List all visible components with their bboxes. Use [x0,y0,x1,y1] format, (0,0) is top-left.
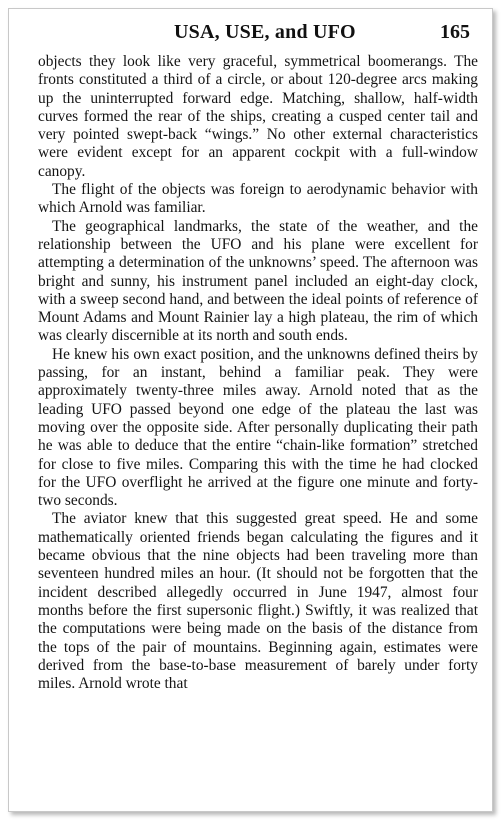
running-title: USA, USE, and UFO [174,21,356,43]
body-text [38,53,478,693]
book-page [8,8,493,812]
page-header [34,20,474,44]
paragraph: The geographical landmarks, the state of the weather, and the relationship between the UFO and his plane were excellent for attempting a determination of the unknowns’ speed. The afternoon was bright and sunny, his instrument panel included an eight-day clock, with a sweep second hand, and between the ideal points of reference of Mount Adams and Mount Rainier lay a high plateau, the rim of which was clearly discernible at its north and south ends. [38,217,478,345]
paragraph: The flight of the objects was foreign to aerodynamic behavior with which Arnold was familiar. [38,181,478,217]
paragraph-continuation: objects they look like very graceful, symmetrical boomerangs. The fronts constituted a third of a circle, or about 120-degree arcs making up the uninterrupted forward edge. Matching, shallow, half-width curves formed the rear of the ships, creating a cusped center tail and very pointed swept-back “wings.” No other external characteristics were evident except for an apparent cockpit with a full-window canopy. [38,53,478,180]
paragraph: The aviator knew that this suggested great speed. He and some mathematically oriented friends began calculating the figures and it became obvious that the nine objects had been traveling more than seventeen hundred miles an hour. (It should not be forgotten that the incident described allegedly occurred in June 1947, almost four months before the first supersonic flight.) Swiftly, it was realized that the computations were being made on the basis of the distance from the tops of the pair of mountains. Beginning again, estimates were derived from the base-to-base measurement of barely under forty miles. Arnold wrote that [38,510,478,693]
page-number: 165 [440,21,470,43]
paragraph: He knew his own exact position, and the unknowns defined theirs by passing, for an instant, behind a familiar peak. They were approximately twenty-three miles away. Arnold noted that as the leading UFO passed beyond one edge of the plateau the last was moving over the opposite side. After personally duplicating their path he was able to deduce that the entire “chain-like formation” stretched for close to five miles. Comparing this with the time he had clocked for the UFO overflight he arrived at the figure one minute and forty-two seconds. [38,345,478,510]
